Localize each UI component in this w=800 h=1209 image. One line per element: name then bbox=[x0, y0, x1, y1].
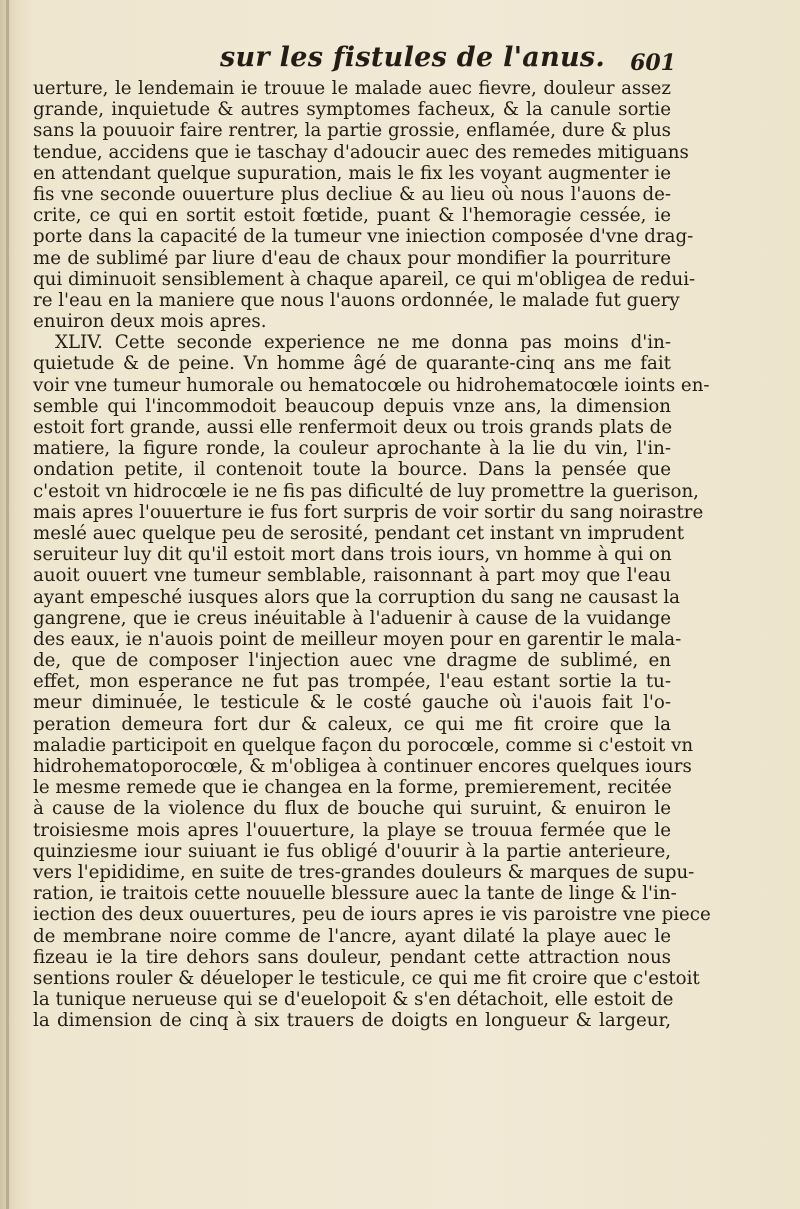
text-line: ondation petite, il contenoit toute la bource. Dans la pensée que bbox=[33, 459, 671, 481]
text-line: à cause de la violence du flux de bouche qui suruint, & enuiron le bbox=[33, 798, 671, 820]
text-line: ayant empesché iusques alors que la corruption du sang ne causast la bbox=[33, 586, 680, 608]
text-line: uerture, le lendemain ie trouue le malade auec fievre, douleur assez bbox=[33, 78, 671, 99]
text-line: en attendant quelque supuration, mais le fix les voyant augmenter ie bbox=[33, 162, 671, 184]
page-header bbox=[0, 40, 800, 80]
text-line: fis vne seconde ouuerture plus decliue & au lieu où nous l'auons de- bbox=[33, 183, 671, 205]
text-line: auoit ouuert vne tumeur semblable, raisonnant à part moy que l'eau bbox=[33, 565, 671, 587]
text-line: effet, mon esperance ne fut pas trompée, l'eau estant sortie la tu- bbox=[33, 671, 671, 693]
running-title: sur les fistules de l'anus. bbox=[220, 42, 606, 73]
text-line: c'estoit vn hidrocœle ie ne fis pas dificulté de luy promettre la guerison, bbox=[33, 480, 699, 502]
text-line: matiere, la figure ronde, la couleur aprochante à la lie du vin, l'in- bbox=[33, 438, 671, 460]
text-line: la tunique nerueuse qui se d'euelopoit & s'en détachoit, elle estoit de bbox=[33, 989, 674, 1011]
text-line: sentions rouler & déueloper le testicule, ce qui me fit croire que c'estoit bbox=[33, 967, 700, 989]
text-line: vers l'epididime, en suite de tres-grandes douleurs & marques de supu- bbox=[33, 861, 695, 883]
text-line: porte dans la capacité de la tumeur vne iniection composée d'vne drag- bbox=[33, 226, 694, 248]
text-line: mais apres l'ouuerture ie fus fort surpris de voir sortir du sang noirastre bbox=[33, 501, 704, 523]
text-line: crite, ce qui en sortit estoit fœtide, puant & l'hemoragie cessée, ie bbox=[33, 205, 671, 227]
text-line: quinziesme iour suiuant ie fus obligé d'ouurir à la partie anterieure, bbox=[33, 840, 671, 862]
text-line: estoit fort grande, aussi elle renfermoit deux ou trois grands plats de bbox=[33, 417, 673, 438]
text-line: qui diminuoit sensiblement à chaque apareil, ce qui m'obligea de redui- bbox=[33, 268, 696, 290]
text-line: maladie participoit en quelque façon du porocœle, comme si c'estoit vn bbox=[33, 734, 694, 756]
text-line: des eaux, ie n'auois point de meilleur moyen pour en garentir le mala- bbox=[33, 628, 682, 650]
text-line: grande, inquietude & autres symptomes facheux, & la canule sortie bbox=[33, 99, 671, 121]
text-line: semble qui l'incommodoit beaucoup depuis vnze ans, la dimension bbox=[33, 395, 671, 417]
page-number: 601 bbox=[630, 50, 676, 76]
text-line: meur diminuée, le testicule & le costé gauche où i'auois fait l'o- bbox=[33, 692, 671, 714]
text-line: ration, ie traitois cette nouuelle blessure auec la tante de linge & l'in- bbox=[33, 883, 677, 905]
binding-gutter bbox=[6, 0, 9, 1209]
text-line: gangrene, que ie creus inéuitable à l'aduenir à cause de la vuidange bbox=[33, 607, 671, 629]
text-line: re l'eau en la maniere que nous l'auons ordonnée, le malade fut guery bbox=[33, 289, 680, 311]
text-line: troisiesme mois apres l'ouuerture, la playe se trouua fermée que le bbox=[33, 819, 671, 841]
text-line: la dimension de cinq à six trauers de doigts en longueur & largeur, bbox=[33, 1010, 671, 1032]
text-line: meslé auec quelque peu de serosité, pendant cet instant vn imprudent bbox=[33, 522, 685, 544]
text-line: fizeau ie la tire dehors sans douleur, pendant cette attraction nous bbox=[33, 946, 671, 968]
text-line: seruiteur luy dit qu'il estoit mort dans trois iours, vn homme à qui on bbox=[33, 544, 672, 566]
text-line: iection des deux ouuertures, peu de iours apres ie vis paroistre vne piece bbox=[33, 904, 711, 926]
section-heading-line: XLIV. Cette seconde experience ne me donna pas moins d'in- bbox=[55, 332, 671, 354]
text-line: le mesme remede que ie changea en la forme, premierement, recitée bbox=[33, 777, 672, 799]
text-line: quietude & de peine. Vn homme âgé de quarante-cinq ans me fait bbox=[33, 353, 671, 375]
text-line: peration demeura fort dur & caleux, ce qui me fit croire que la bbox=[33, 713, 671, 735]
text-line: de, que de composer l'injection auec vne dragme de sublimé, en bbox=[33, 650, 671, 672]
text-line: sans la pouuoir faire rentrer, la partie grossie, enflamée, dure & plus bbox=[33, 120, 671, 142]
body-text bbox=[33, 78, 711, 1032]
text-line: me de sublimé par liure d'eau de chaux pour mondifier la pourriture bbox=[33, 247, 671, 269]
text-line: de membrane noire comme de l'ancre, ayant dilaté la playe auec le bbox=[33, 925, 671, 947]
text-line: hidrohematoporocœle, & m'obligea à continuer encores quelques iours bbox=[33, 756, 692, 777]
text-line: voir vne tumeur humorale ou hematocœle ou hidrohematocœle ioints en- bbox=[33, 374, 710, 396]
text-line: tendue, accidens que ie taschay d'adoucir auec des remedes mitiguans bbox=[33, 141, 689, 163]
text-line: enuiron deux mois apres. bbox=[33, 311, 267, 333]
